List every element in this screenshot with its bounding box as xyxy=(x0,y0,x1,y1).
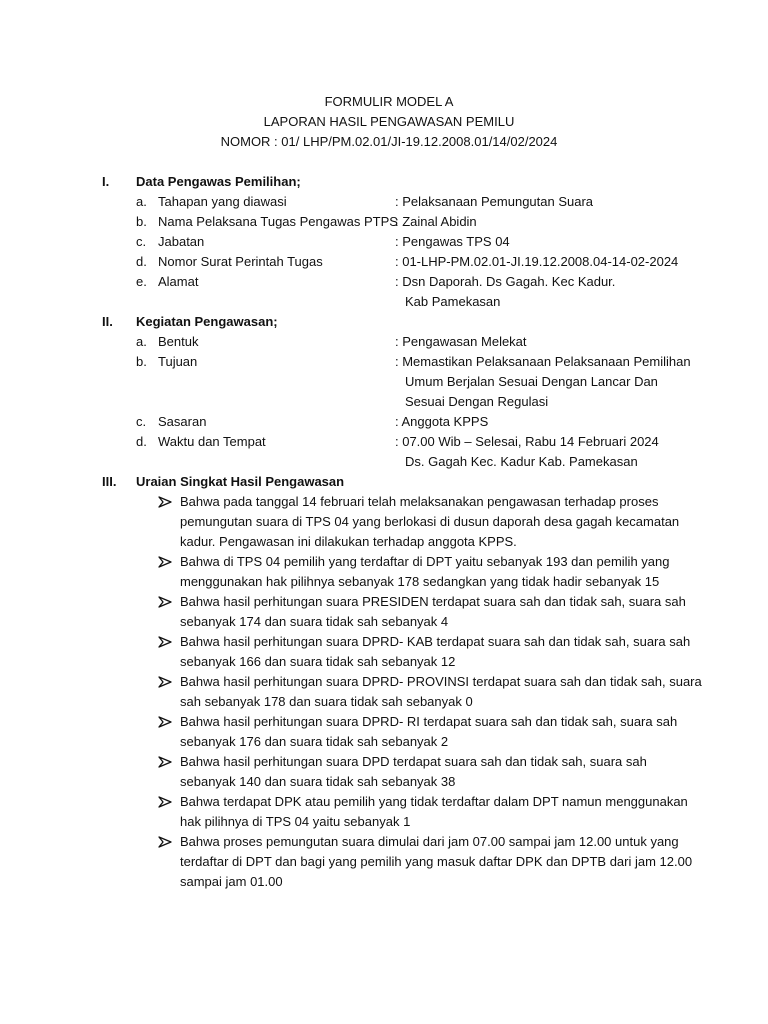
value-line: : Memastikan Pelaksanaan Pelaksanaan Pemilihan xyxy=(395,354,691,369)
text-line: Bahwa di TPS 04 pemilih yang terdaftar di DPT yaitu sebanyak 193 dan pemilih yang xyxy=(180,554,670,569)
field-value xyxy=(395,232,695,252)
field-label: Alamat xyxy=(158,274,199,289)
value-line: Umum Berjalan Sesuai Dengan Lancar Dan xyxy=(405,374,658,389)
field-letter: c. xyxy=(136,414,147,429)
list-item-text xyxy=(180,672,702,712)
text-line: sebanyak 176 dan suara tidak sah sebanyak 2 xyxy=(180,734,449,749)
text-line: sebanyak 140 dan suara tidak sah sebanyak 38 xyxy=(180,774,456,789)
text-line: Bahwa hasil perhitungan suara DPRD- KAB terdapat suara sah dan tidak sah, suara sah xyxy=(180,634,691,649)
section-number: I. xyxy=(102,174,110,189)
list-item-text xyxy=(180,832,693,892)
value-line: : Pengawasan Melekat xyxy=(395,334,527,349)
field-letter: b. xyxy=(136,214,147,229)
text-line: Bahwa hasil perhitungan suara DPRD- PROVINSI terdapat suara sah dan tidak sah, suara xyxy=(180,674,702,689)
text-line: Bahwa pada tanggal 14 februari telah melaksanakan pengawasan terhadap proses xyxy=(180,494,659,509)
text-line: pemungutan suara di TPS 04 yang berlokasi di dusun daporah desa gagah kecamatan xyxy=(180,514,680,529)
field-value xyxy=(395,352,695,412)
field-letter: b. xyxy=(136,354,147,369)
value-line: : Dsn Daporah. Ds Gagah. Kec Kadur. xyxy=(395,274,616,289)
field-letter: a. xyxy=(136,334,147,349)
value-line: : Pengawas TPS 04 xyxy=(395,234,510,249)
text-line: Bahwa hasil perhitungan suara DPD terdapat suara sah dan tidak sah, suara sah xyxy=(180,754,647,769)
text-line: Bahwa hasil perhitungan suara PRESIDEN terdapat suara sah dan tidak sah, suara sah xyxy=(180,594,686,609)
field-value xyxy=(395,212,695,232)
report-number: NOMOR : 01/ LHP/PM.02.01/JI-19.12.2008.01/14/02/2024 xyxy=(220,134,558,149)
field-value xyxy=(395,332,695,352)
field-label: Nomor Surat Perintah Tugas xyxy=(158,254,323,269)
text-line: sampai jam 01.00 xyxy=(180,874,283,889)
text-line: terdaftar di DPT dan bagi yang pemilih yang masuk daftar DPK dan DPTB dari jam 12.00 xyxy=(180,854,693,869)
value-line: Ds. Gagah Kec. Kadur Kab. Pamekasan xyxy=(405,454,638,469)
text-line: sebanyak 166 dan suara tidak sah sebanyak 12 xyxy=(180,654,456,669)
value-line: : 01-LHP-PM.02.01-JI.19.12.2008.04-14-02-2024 xyxy=(395,254,679,269)
arrowhead-bullet-icon xyxy=(157,496,173,508)
section-number: III. xyxy=(102,474,117,489)
arrowhead-bullet-icon xyxy=(157,556,173,568)
value-line: Kab Pamekasan xyxy=(405,294,501,309)
list-item-text xyxy=(180,752,680,792)
text-line: sebanyak 174 dan suara tidak sah sebanyak 4 xyxy=(180,614,449,629)
document-header xyxy=(0,92,768,152)
field-value xyxy=(395,432,695,472)
field-letter: d. xyxy=(136,434,147,449)
field-value xyxy=(395,192,695,212)
arrowhead-bullet-icon xyxy=(157,756,173,768)
arrowhead-bullet-icon xyxy=(157,596,173,608)
arrowhead-bullet-icon xyxy=(157,636,173,648)
text-line: sah sebanyak 178 dan suara tidak sah sebanyak 0 xyxy=(180,694,473,709)
field-label: Waktu dan Tempat xyxy=(158,434,266,449)
field-value xyxy=(395,272,695,312)
section-title: Kegiatan Pengawasan; xyxy=(136,314,278,329)
field-value xyxy=(395,412,695,432)
value-line: : 07.00 Wib – Selesai, Rabu 14 Februari 2024 xyxy=(395,434,659,449)
text-line: menggunakan hak pilihnya sebanyak 178 sedangkan yang tidak hadir sebanyak 15 xyxy=(180,574,660,589)
field-label: Tahapan yang diawasi xyxy=(158,194,287,209)
field-label: Bentuk xyxy=(158,334,199,349)
value-line: : Anggota KPPS xyxy=(395,414,489,429)
field-label: Nama Pelaksana Tugas Pengawas PTPS xyxy=(158,214,398,229)
text-line: Bahwa proses pemungutan suara dimulai dari jam 07.00 sampai jam 12.00 untuk yang xyxy=(180,834,679,849)
list-item-text xyxy=(180,492,680,552)
field-label: Sasaran xyxy=(158,414,207,429)
list-item-text xyxy=(180,592,686,632)
form-title: FORMULIR MODEL A xyxy=(324,94,454,109)
report-title: LAPORAN HASIL PENGAWASAN PEMILU xyxy=(263,114,515,129)
list-item-text xyxy=(180,552,680,592)
value-line: : Pelaksanaan Pemungutan Suara xyxy=(395,194,594,209)
section-number: II. xyxy=(102,314,113,329)
field-label: Tujuan xyxy=(158,354,198,369)
arrowhead-bullet-icon xyxy=(157,796,173,808)
section-title: Uraian Singkat Hasil Pengawasan xyxy=(136,474,345,489)
list-item-text xyxy=(180,712,680,752)
list-item-text xyxy=(180,632,691,672)
value-line: : Zainal Abidin xyxy=(395,214,477,229)
list-item-text xyxy=(180,792,688,832)
field-letter: d. xyxy=(136,254,147,269)
field-letter: e. xyxy=(136,274,147,289)
section-title: Data Pengawas Pemilihan; xyxy=(136,174,301,189)
arrowhead-bullet-icon xyxy=(157,676,173,688)
field-value xyxy=(395,252,695,272)
text-line: Bahwa terdapat DPK atau pemilih yang tidak terdaftar dalam DPT namun menggunakan xyxy=(180,794,688,809)
text-line: kadur. Pengawasan ini dilakukan terhadap anggota KPPS. xyxy=(180,534,517,549)
value-line: Sesuai Dengan Regulasi xyxy=(405,394,549,409)
text-line: hak pilihnya di TPS 04 yaitu sebanyak 1 xyxy=(180,814,411,829)
arrowhead-bullet-icon xyxy=(157,836,173,848)
field-letter: c. xyxy=(136,234,147,249)
field-letter: a. xyxy=(136,194,147,209)
field-label: Jabatan xyxy=(158,234,205,249)
text-line: Bahwa hasil perhitungan suara DPRD- RI terdapat suara sah dan tidak sah, suara sah xyxy=(180,714,678,729)
arrowhead-bullet-icon xyxy=(157,716,173,728)
